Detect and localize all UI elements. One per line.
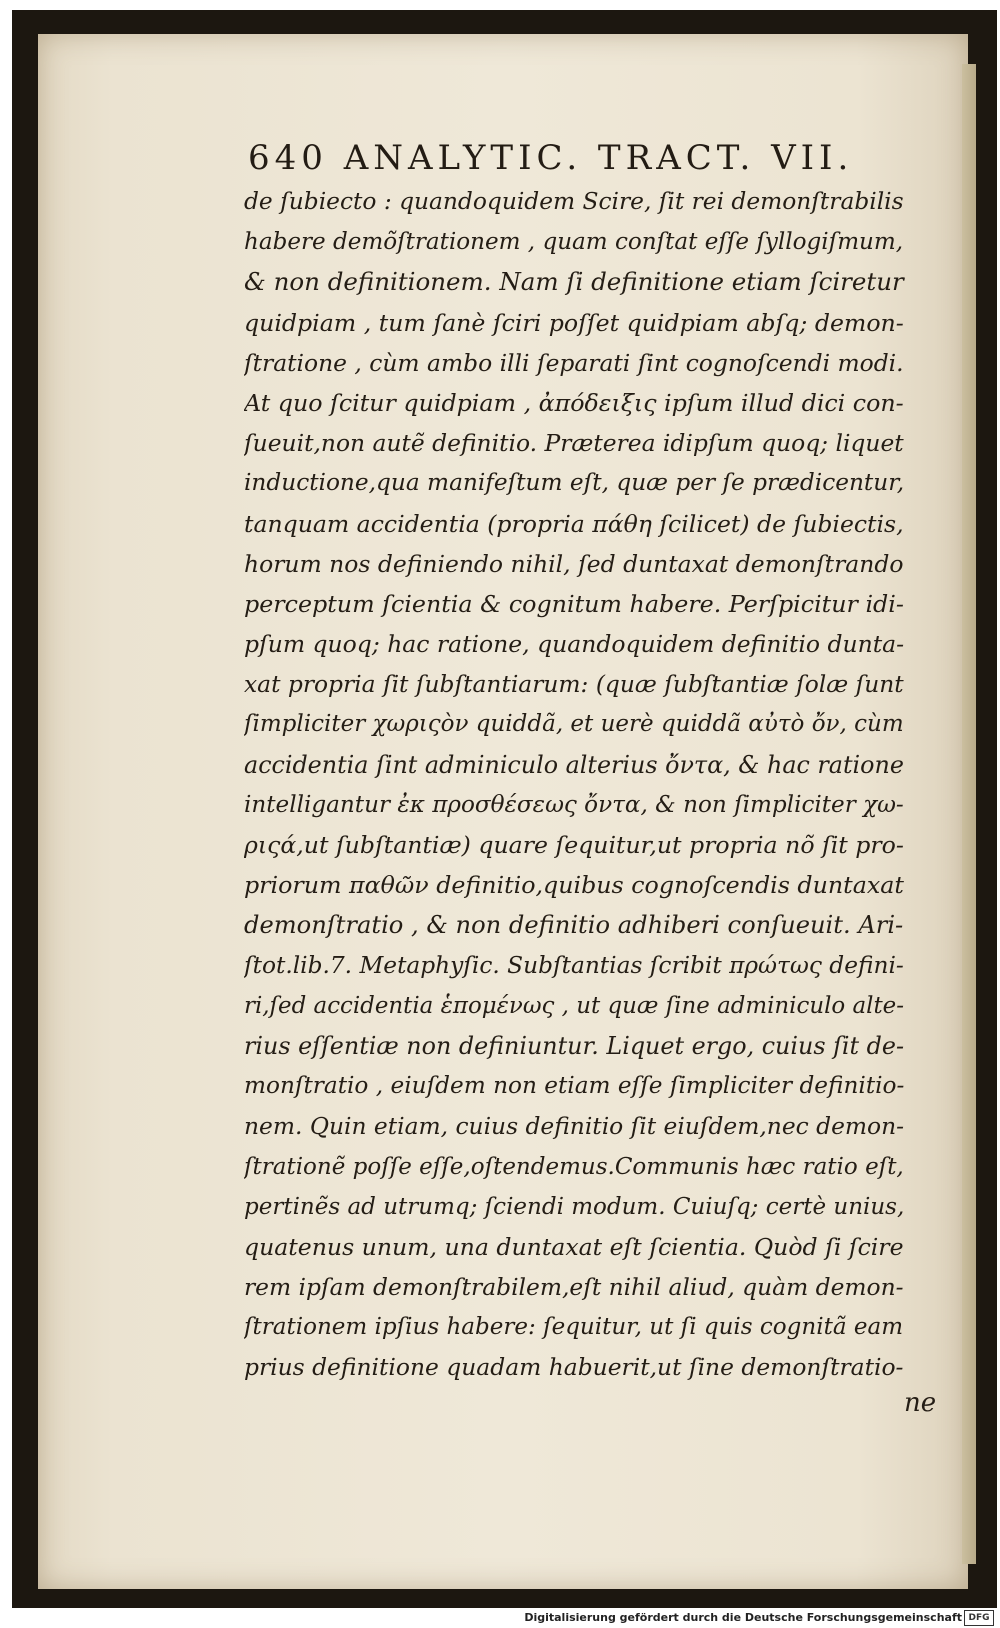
text-line: tanquam accidentia (propria πάθη ſcilicet) de ſubiectis, [244, 509, 904, 538]
text-line: perceptum ſcientia & cognitum habere. Perſpicitur idi- [244, 589, 904, 618]
text-line: monſtratio , eiuſdem non etiam eſſe ſimpliciter definitio- [244, 1072, 905, 1100]
text-line: pertinẽs ad utrumq; ſciendi modum. Cuiuſq; certè unius, [244, 1193, 905, 1220]
text-line: ſimpliciter χωριςὸν quiddã, et uerè quiddã αὐτὸ ὄν, cùm [244, 711, 904, 738]
text-line: accidentia ſint adminiculo alterius ὄντα, & hac ratione [244, 750, 904, 779]
text-line: ſtratione , cùm ambo illi ſeparati ſint cognoſcendi modi. [244, 348, 904, 377]
text-line: de ſubiecto : quandoquidem Scire, ſit rei demonſtrabilis [244, 188, 904, 215]
funding-credit: Digitalisierung gefördert durch die Deutsche Forschungsgemeinschaft [524, 1611, 962, 1624]
text-line: nem. Quin etiam, cuius definitio ſit eiuſdem,nec demon- [244, 1112, 905, 1141]
running-header: 640 ANALYTIC. TRACT. VII. [248, 138, 854, 178]
text-line: priorum παθῶν definitio,quibus cognoſcendis duntaxat [244, 871, 904, 900]
text-line: quidpiam , tum ſanè ſciri poſſet quidpiam abſq; demon- [244, 308, 904, 337]
body-text [244, 182, 934, 1388]
text-line: ſtrationẽ poſſe eſſe,oſtendemus.Communis hæc ratio eſt, [244, 1153, 904, 1180]
text-line: habere demõſtrationem , quam conſtat eſſe ſyllogiſmum, [244, 229, 904, 256]
text-line: quatenus unum, una duntaxat eſt ſcientia. Quòd ſi ſcire [244, 1232, 904, 1261]
text-line: demonſtratio , & non definitio adhiberi conſueuit. Ari- [244, 911, 904, 940]
text-line: At quo ſcitur quidpiam , ἀπόδειξις ipſum illud dici con- [244, 388, 904, 417]
text-line: rem ipſam demonſtrabilem,eſt nihil aliud, quàm demon- [244, 1273, 904, 1302]
text-line: rius eſſentiæ non definiuntur. Liquet ergo, cuius ſit de- [244, 1031, 905, 1060]
dfg-logo: DFG [964, 1610, 994, 1626]
text-line: ſtot.lib.7. Metaphyſic. Subſtantias ſcribit πρώτως defini- [244, 951, 904, 979]
text-line: inductione,qua manifeſtum eſt, quæ per ſe prædicentur, [244, 469, 905, 497]
text-line: pſum quoq; hac ratione, quandoquidem definitio dunta- [244, 630, 905, 659]
text-line: ριςά,ut ſubſtantiæ) quare ſequitur,ut propria nõ ſit pro- [244, 831, 904, 859]
text-line: intelligantur ἐκ προσθέσεως ὄντα, & non ſimpliciter χω- [244, 791, 904, 818]
text-line: ſtrationem ipſius habere: ſequitur, ut ſi quis cognitã eam [244, 1314, 904, 1341]
text-line: horum nos definiendo nihil, ſed duntaxat demonſtrando [244, 549, 904, 578]
catchword: ne [904, 1388, 937, 1418]
text-line: ſueuit,non autẽ definitio. Præterea idipſum quoq; liquet [244, 429, 904, 458]
text-line: & non definitionem. Nam ſi definitione etiam ſciretur [244, 267, 904, 297]
text-line: ri,ſed accidentia ἑπομένως , ut quæ ſine adminiculo alte- [244, 992, 904, 1019]
text-line: xat propria ſit ſubſtantiarum: (quæ ſubſtantiæ ſolæ ſunt [244, 670, 904, 699]
text-line: prius definitione quadam habuerit,ut ſine demonſtratio- [244, 1353, 904, 1382]
